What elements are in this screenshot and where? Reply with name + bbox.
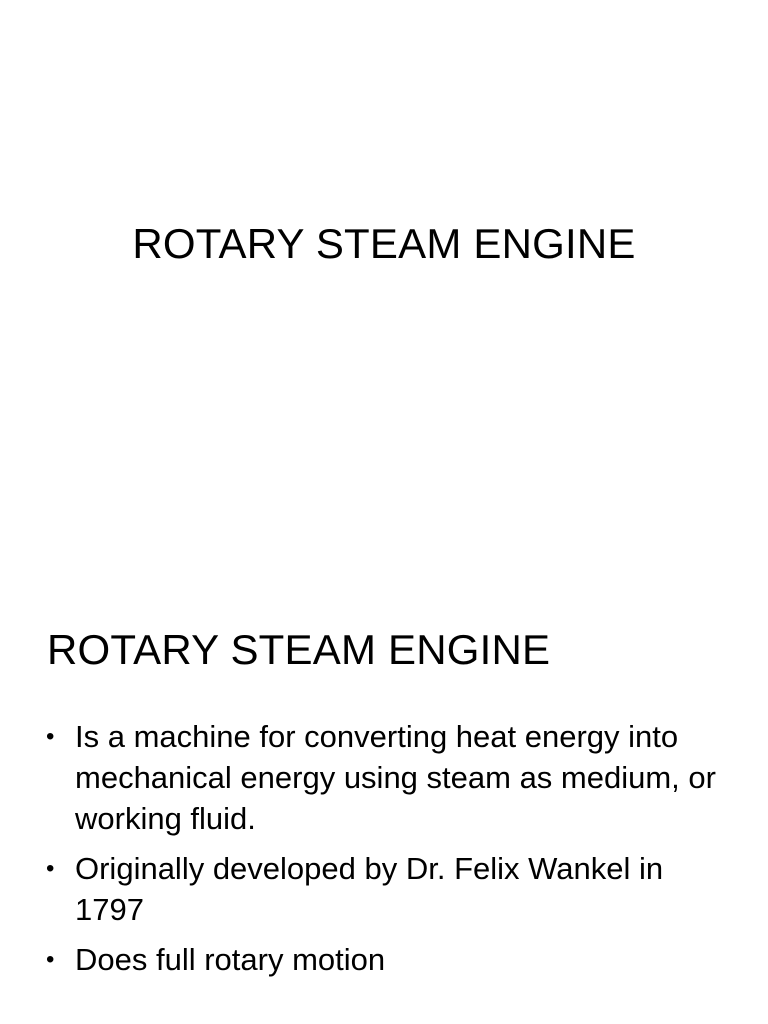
bullet-icon: • — [46, 723, 55, 750]
bullet-item — [44, 716, 724, 839]
bullet-icon: • — [46, 946, 55, 973]
bullet-icon: • — [46, 855, 55, 882]
bullet-text: Is a machine for converting heat energy into mechanical energy using steam as medium, or working fluid. — [75, 719, 716, 836]
slide-2-title: ROTARY STEAM ENGINE — [47, 626, 551, 673]
bullet-list — [44, 716, 724, 989]
bullet-item — [44, 848, 724, 930]
bullet-text: Originally developed by Dr. Felix Wankel in 1797 — [75, 851, 664, 927]
bullet-text: Does full rotary motion — [75, 942, 386, 977]
slide-1-title: ROTARY STEAM ENGINE — [132, 220, 636, 267]
bullet-item — [44, 939, 724, 980]
